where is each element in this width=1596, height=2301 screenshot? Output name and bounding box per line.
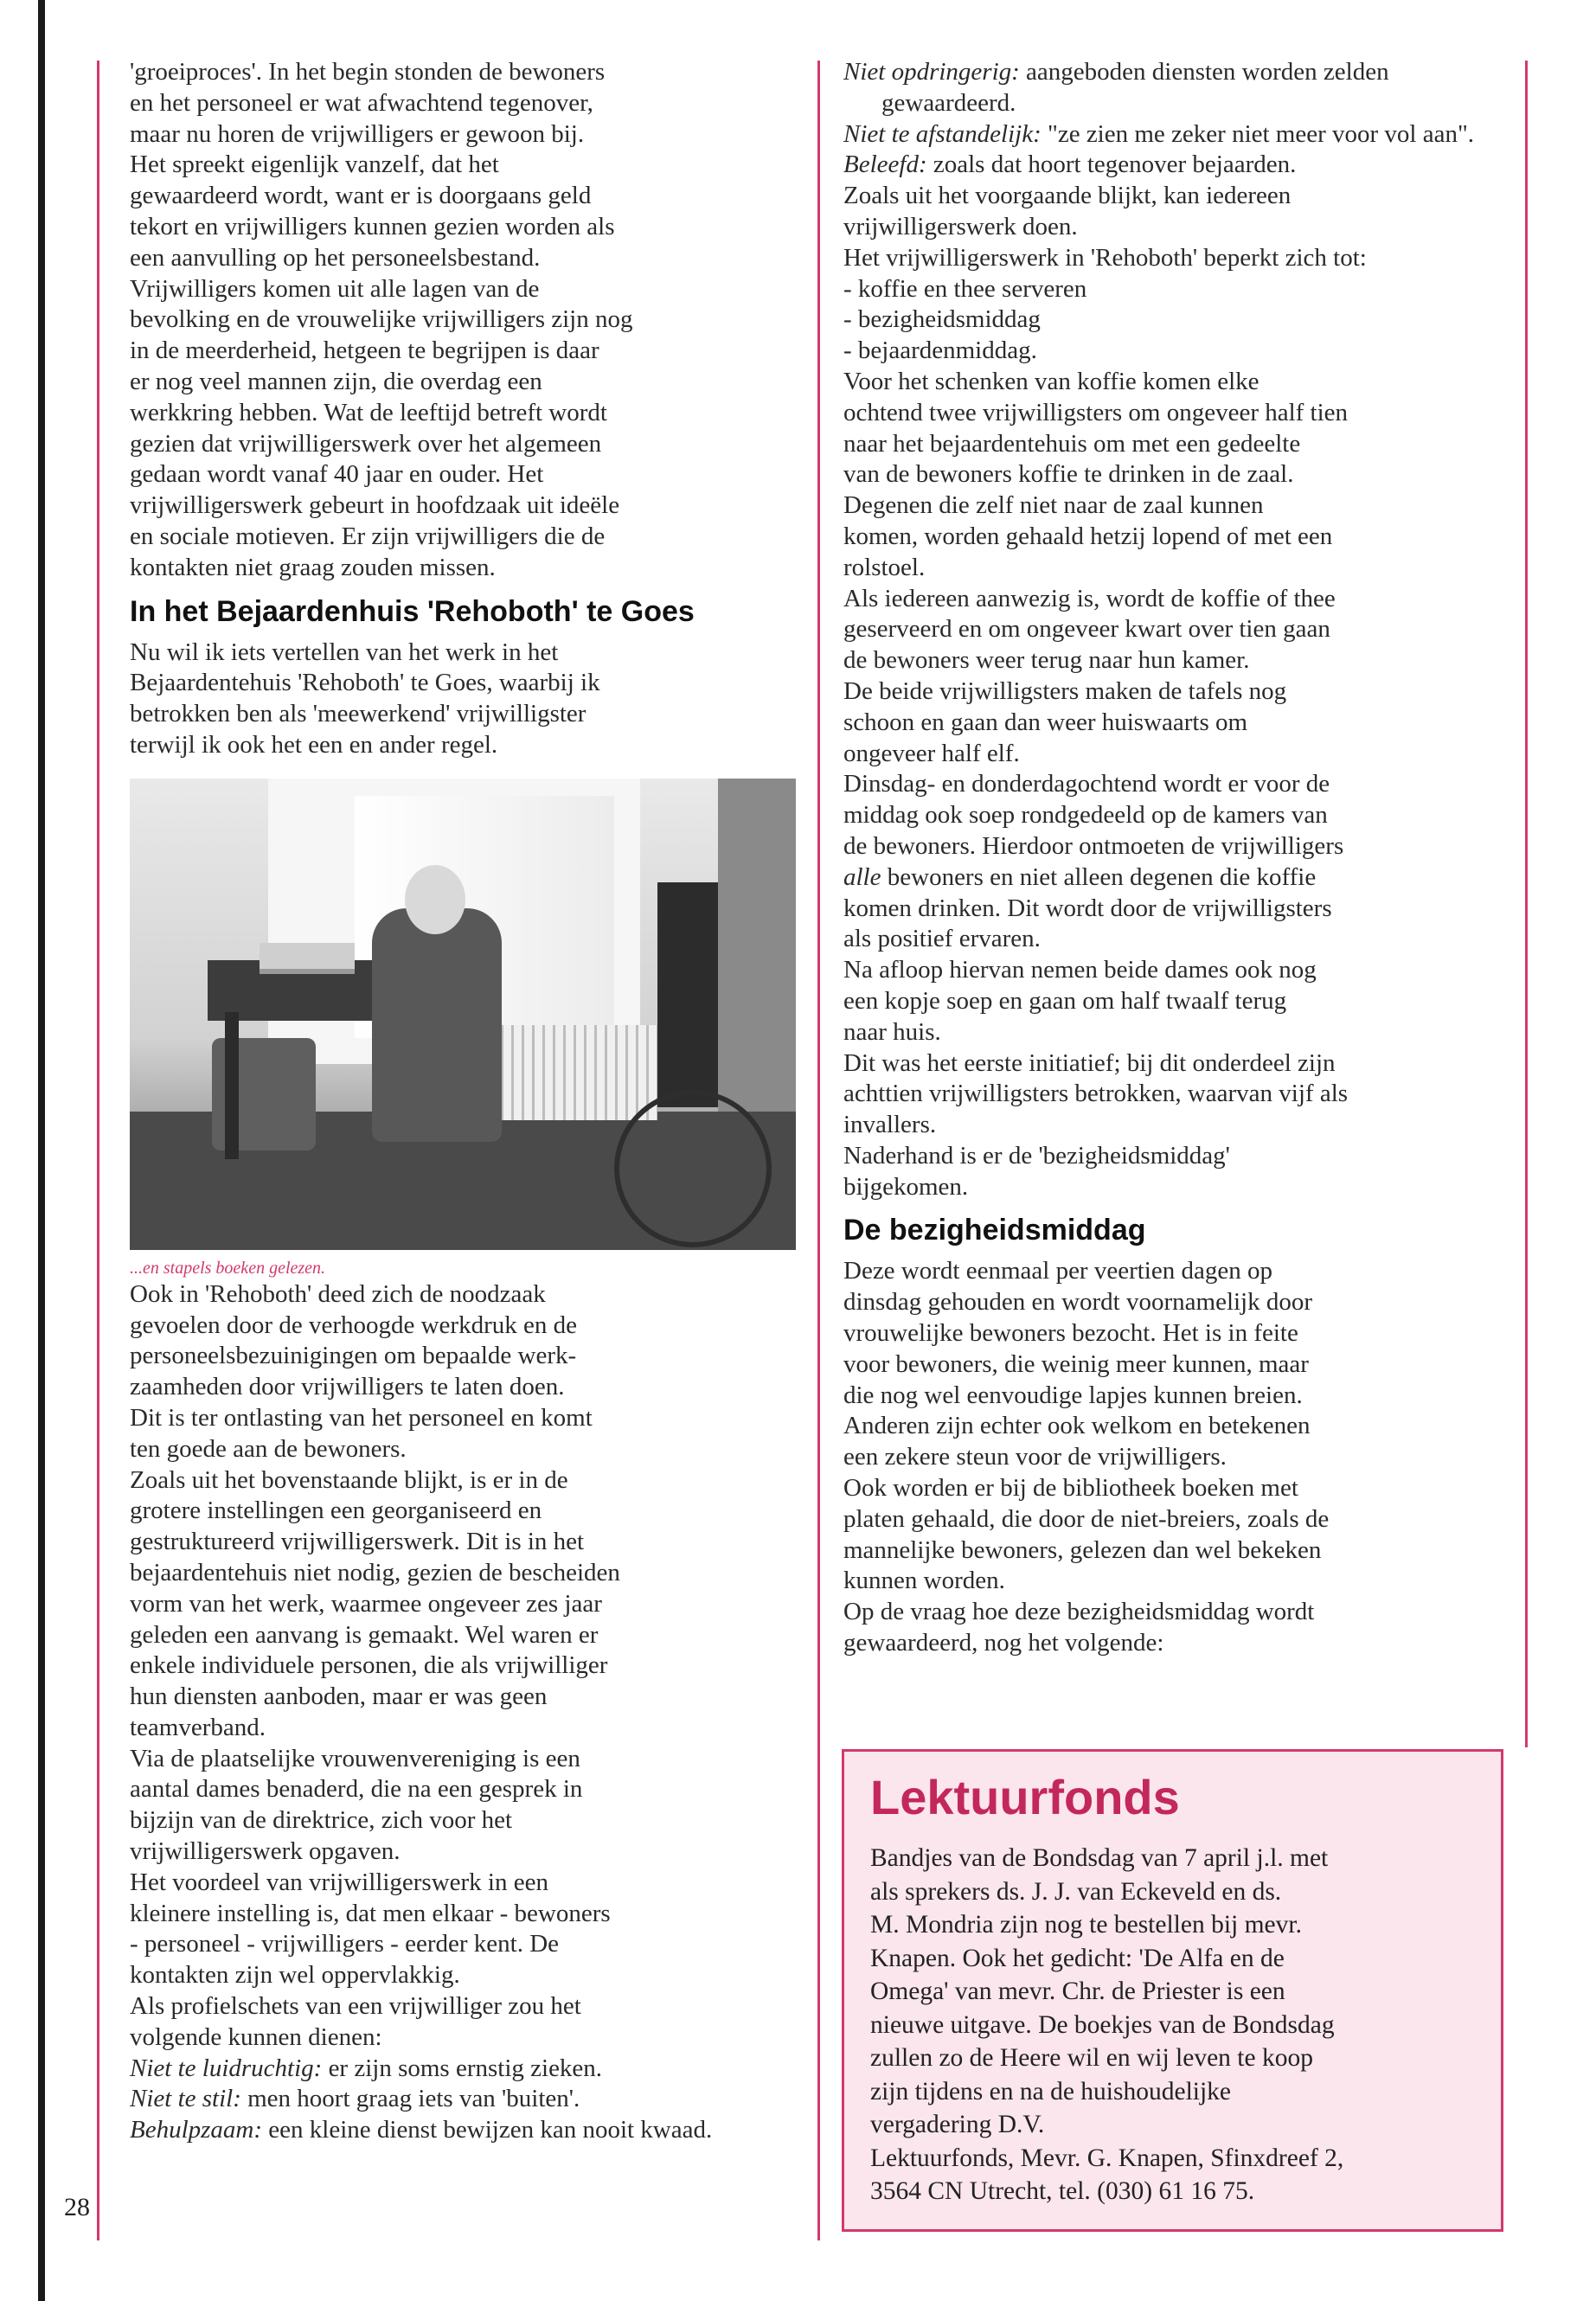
trait-term: Behulpzaam: — [130, 2116, 263, 2144]
right-margin-rule — [1525, 61, 1528, 1747]
text-line: Degenen die zelf niet naar de zaal kunnen — [843, 491, 1264, 520]
text-line: hun diensten aanboden, maar er was geen — [130, 1682, 548, 1711]
trait-item — [843, 119, 1509, 151]
text-line: Via de plaatselijke vrouwenvereniging is een — [130, 1744, 580, 1772]
photo-person — [372, 908, 502, 1142]
rehoboth-intro-paragraph — [130, 638, 809, 761]
box-text-line: M. Mondria zijn nog te bestellen bij mevr. — [870, 1911, 1302, 1939]
text-line: Het vrijwilligerswerk in 'Rehoboth' beperkt zich tot: — [843, 243, 1367, 272]
text-line: de bewoners weer terug naar hun kamer. — [843, 646, 1250, 675]
trait-text: aangeboden diensten worden zelden gewaardeerd. — [881, 58, 1389, 117]
text-line: een zekere steun voor de vrijwilligers. — [843, 1443, 1227, 1471]
text-line: terwijl ik ook het een en ander regel. — [130, 730, 498, 759]
box-text-line: nieuwe uitgave. De boekjes van de Bondsdag — [870, 2010, 1335, 2039]
text-line: grotere instellingen een georganiseerd en — [130, 1497, 542, 1525]
text-line: Naderhand is er de 'bezigheidsmiddag' — [843, 1141, 1230, 1170]
text-line: Zoals uit het voorgaande blijkt, kan iedereen — [843, 182, 1292, 210]
text-line: Zoals uit het bovenstaande blijkt, is er in de — [130, 1465, 568, 1494]
text-line: een kopje soep en gaan om half twaalf terug — [843, 986, 1287, 1015]
photo-desk-leg — [225, 1012, 239, 1159]
text-line: kunnen worden. — [843, 1567, 1005, 1595]
box-text-line: vergadering D.V. — [870, 2111, 1045, 2138]
text-line: gedaan wordt vanaf 40 jaar en ouder. Het — [130, 460, 544, 489]
section-heading-bezigheidsmiddag: De bezigheidsmiddag — [843, 1214, 1146, 1247]
text-line: Nu wil ik iets vertellen van het werk in het — [130, 638, 559, 666]
text-line: die nog wel eenvoudige lapjes kunnen breien. — [843, 1381, 1303, 1409]
text-line: in de meerderheid, hetgeen te begrijpen is daar — [130, 336, 599, 365]
trait-item — [843, 57, 1509, 119]
text-line: vrijwilligerswerk opgaven. — [130, 1837, 401, 1866]
trait-text: men hoort graag iets van 'buiten'. — [240, 2085, 580, 2113]
text-line: vrouwelijke bewoners bezocht. Het is in feite — [843, 1319, 1298, 1348]
text-line: Ook worden er bij de bibliotheek boeken met — [843, 1474, 1298, 1503]
text-line: vorm van het werk, waarmee ongeveer zes jaar — [130, 1589, 602, 1618]
box-title: Lektuurfonds — [870, 1770, 1180, 1824]
box-text-line: als sprekers ds. J. J. van Eckeveld en ds. — [870, 1877, 1282, 1906]
text-line: Dit is ter ontlasting van het personeel en komt — [130, 1403, 593, 1432]
text-line: kontakten zijn wel oppervlakkig. — [130, 1961, 460, 1990]
lektuurfonds-box — [842, 1749, 1503, 2232]
text-line: volgende kunnen dienen: — [130, 2022, 382, 2051]
text-line: bejaardentehuis niet nodig, gezien de bescheiden — [130, 1558, 620, 1586]
box-text-line: Knapen. Ook het gedicht: 'De Alfa en de — [870, 1944, 1285, 1972]
profile-traits-left — [130, 2054, 809, 2146]
text-line: ongeveer half elf. — [843, 739, 1020, 767]
noodzaak-paragraph — [130, 1279, 809, 2054]
text-line: mannelijke bewoners, gelezen dan wel bekeken — [843, 1535, 1322, 1564]
text-line: gezien dat vrijwilligerswerk over het algemeen — [130, 429, 602, 458]
text-line: Het spreekt eigenlijk vanzelf, dat het — [130, 151, 499, 179]
trait-item — [130, 2054, 809, 2085]
text-line: Ook in 'Rehoboth' deed zich de noodzaak — [130, 1279, 546, 1308]
text-line: bijgekomen. — [843, 1172, 969, 1201]
photo-person-head — [405, 865, 465, 934]
text-line: voor bewoners, die weinig meer kunnen, maar — [843, 1349, 1309, 1378]
text-line: als positief ervaren. — [843, 925, 1041, 953]
text-line: platen gehaald, die door de niet-breiers, zoals de — [843, 1504, 1330, 1533]
binding-edge — [38, 0, 45, 2301]
trait-text: er zijn soms ernstig zieken. — [322, 2054, 603, 2082]
trait-item — [130, 2115, 809, 2146]
text-line: Op de vraag hoe deze bezigheidsmiddag wordt — [843, 1598, 1315, 1626]
text-line: gestruktureerd vrijwilligerswerk. Dit is in het — [130, 1528, 585, 1556]
text-line: Voor het schenken van koffie komen elke — [843, 367, 1259, 395]
text-line: dinsdag gehouden en wordt voornamelijk door — [843, 1288, 1313, 1317]
text-line: Na afloop hiervan nemen beide dames ook nog — [843, 956, 1317, 984]
box-address-line: Lektuurfonds, Mevr. G. Knapen, Sfinxdreef 2, — [870, 2144, 1344, 2172]
photo-books — [260, 943, 355, 974]
column-divider-rule — [817, 61, 820, 2240]
trait-text: zoals dat hoort tegenover bejaarden. — [926, 151, 1297, 179]
text-line: tekort en vrijwilligers kunnen gezien worden als — [130, 212, 615, 240]
page-number: 28 — [64, 2193, 90, 2221]
text-line: teamverband. — [130, 1713, 266, 1741]
text-line: een aanvulling op het personeelsbestand. — [130, 243, 541, 272]
text-line: aantal dames benaderd, die na een gesprek in — [130, 1775, 583, 1804]
text-line: komen, worden gehaald hetzij lopend of met een — [843, 522, 1333, 550]
text-line: Het voordeel van vrijwilligerswerk in een — [130, 1868, 548, 1896]
text-line: kleinere instelling is, dat men elkaar - bewoners — [130, 1899, 611, 1927]
list-item: - koffie en thee serveren — [843, 274, 1087, 303]
text-line: ochtend twee vrijwilligsters om ongeveer half tien — [843, 398, 1349, 426]
text-line — [843, 862, 1509, 894]
trait-item — [130, 2084, 809, 2115]
text-line: gevoelen door de verhoogde werkdruk en de — [130, 1311, 577, 1339]
text-line: van de bewoners koffie te drinken in de zaal. — [843, 460, 1294, 489]
photo-wheelchair-wheel — [614, 1090, 772, 1247]
list-item: - bezigheidsmiddag — [843, 305, 1041, 334]
trait-text: een kleine dienst bewijzen kan nooit kwaad. — [262, 2116, 713, 2144]
text-line: betrokken ben als 'meewerkend' vrijwilligster — [130, 700, 586, 728]
text-line: geserveerd en om ongeveer kwart over tien gaan — [843, 615, 1330, 644]
bezigheidsmiddag-paragraph — [843, 1256, 1509, 1658]
trait-term: Niet te stil: — [130, 2085, 241, 2113]
trait-item — [843, 150, 1509, 181]
photo-caption: ...en stapels boeken gelezen. — [130, 1258, 326, 1278]
text-line: kontakten niet graag zouden missen. — [130, 553, 496, 581]
trait-term: Niet opdringerig: — [843, 58, 1020, 86]
list-item: - bejaardenmiddag. — [843, 336, 1037, 365]
text-line: Als profielschets van een vrijwilliger zou het — [130, 1992, 581, 2021]
photo-cabinet — [657, 882, 718, 1107]
right-column — [843, 57, 1509, 1659]
text-line: vrijwilligerswerk gebeurt in hoofdzaak uit ideële — [130, 491, 620, 520]
text-line: bijzijn van de direktrice, zich voor het — [130, 1806, 513, 1835]
intro-paragraph — [130, 57, 809, 584]
box-text-line: zijn tijdens en na de huishoudelijke — [870, 2077, 1232, 2106]
trait-term: Niet te afstandelijk: — [843, 119, 1042, 148]
profile-traits-right — [843, 57, 1509, 181]
box-address-line: 3564 CN Utrecht, tel. (030) 61 16 75. — [870, 2177, 1255, 2205]
emphasis-word: alle — [843, 862, 881, 891]
text-line: komen drinken. Dit wordt door de vrijwilligsters — [843, 894, 1332, 922]
text-line: De beide vrijwilligsters maken de tafels nog — [843, 676, 1287, 705]
text-line: Bejaardentehuis 'Rehoboth' te Goes, waarbij ik — [130, 669, 600, 697]
text-line: werkkring hebben. Wat de leeftijd betreft wordt — [130, 398, 607, 426]
koffie-paragraph — [843, 181, 1509, 1202]
text-line: Dinsdag- en donderdagochtend wordt er voor de — [843, 770, 1330, 798]
box-text-line: Bandjes van de Bondsdag van 7 april j.l. met — [870, 1844, 1329, 1872]
text-line: vrijwilligerswerk doen. — [843, 212, 1078, 240]
box-text-line: zullen zo de Heere wil en wij leven te koop — [870, 2044, 1313, 2072]
section-heading-rehoboth: In het Bejaardenhuis 'Rehoboth' te Goes — [130, 594, 695, 628]
text-line: naar huis. — [843, 1017, 941, 1046]
text-line: maar nu horen de vrijwilligers er gewoon bij. — [130, 119, 585, 148]
text-line: personeelsbezuinigingen om bepaalde werk- — [130, 1342, 577, 1370]
text-line: bevolking en de vrouwelijke vrijwilligers zijn nog — [130, 305, 633, 334]
text-line: geleden een aanvang is gemaakt. Wel waren er — [130, 1620, 599, 1649]
photo-reading-man — [130, 779, 796, 1250]
trait-term: Beleefd: — [843, 151, 927, 179]
trait-term: Niet te luidruchtig: — [130, 2054, 323, 2082]
text-line: gewaardeerd, nog het volgende: — [843, 1629, 1164, 1657]
text-line: - personeel - vrijwilligers - eerder kent. De — [130, 1930, 560, 1958]
text-line: schoon en gaan dan weer huiswaarts om — [843, 708, 1248, 736]
text-line: en het personeel er wat afwachtend tegenover, — [130, 88, 593, 117]
text-line: Vrijwilligers komen uit alle lagen van de — [130, 274, 540, 303]
text-line: ten goede aan de bewoners. — [130, 1434, 407, 1463]
text-line: enkele individuele personen, die als vrijwilliger — [130, 1651, 608, 1680]
trait-text: "ze zien me zeker niet meer voor vol aan". — [1041, 119, 1475, 148]
box-text-line: Omega' van mevr. Chr. de Priester is een — [870, 1977, 1285, 2005]
text-line: invallers. — [843, 1111, 937, 1139]
text-line: er nog veel mannen zijn, die overdag een — [130, 367, 542, 395]
text-line: Dit was het eerste initiatief; bij dit onderdeel zijn — [843, 1048, 1336, 1077]
text-line: Deze wordt eenmaal per veertien dagen op — [843, 1257, 1272, 1285]
text-line: naar het bejaardentehuis om met een gedeelte — [843, 429, 1301, 458]
text-fragment: bewoners en niet alleen degenen die koffie — [881, 862, 1317, 891]
text-line: 'groeiproces'. In het begin stonden de bewoners — [130, 58, 606, 86]
text-line: Anderen zijn echter ook welkom en betekenen — [843, 1412, 1311, 1440]
text-line: de bewoners. Hierdoor ontmoeten de vrijwilligers — [843, 831, 1344, 860]
left-column — [130, 57, 809, 2146]
text-line: rolstoel. — [843, 553, 926, 581]
text-line: middag ook soep rondgedeeld op de kamers van — [843, 801, 1328, 830]
text-line: achttien vrijwilligsters betrokken, waarvan vijf als — [843, 1080, 1349, 1108]
text-line: zaamheden door vrijwilligers te laten doen. — [130, 1373, 565, 1401]
left-margin-rule — [97, 61, 99, 2240]
text-line: gewaardeerd wordt, want er is doorgaans geld — [130, 182, 592, 210]
photo-radiator — [493, 1025, 657, 1120]
text-line: Als iedereen aanwezig is, wordt de koffie of thee — [843, 584, 1336, 612]
text-line: en sociale motieven. Er zijn vrijwilligers die de — [130, 522, 606, 550]
